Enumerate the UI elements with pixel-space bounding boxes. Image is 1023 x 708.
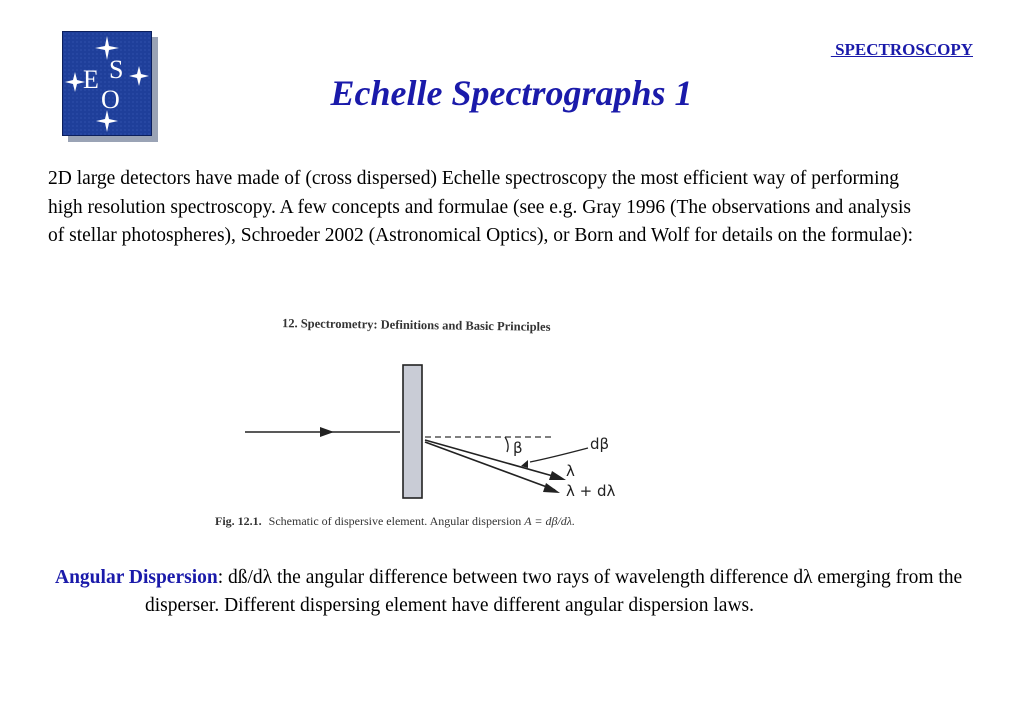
- logo-letter-e: E: [83, 65, 99, 94]
- section-link-spectroscopy[interactable]: SPECTROSCOPY: [830, 40, 973, 59]
- label-lambda: λ: [566, 462, 575, 480]
- beta-arc: [505, 437, 508, 452]
- dbeta-arc: [530, 448, 588, 462]
- ray-lambda: [425, 440, 560, 478]
- dispersing-element: [403, 365, 422, 498]
- intro-paragraph: 2D large detectors have made of (cross dispersed) Echelle spectroscopy the most efficient way of performing high resolution spectroscopy. A few concepts and formulae (see e.g. Gray 1996 (The observations and analysis of stellar photospheres), Schroeder 2002 (Astronomical Optics), or Born and Wolf for details on the formulae):: [48, 168, 914, 246]
- ray-lambda-dlambda: [425, 442, 555, 490]
- dispersion-figure: [210, 310, 670, 540]
- figure-caption: [215, 514, 575, 529]
- page-title: [0, 72, 1023, 114]
- figure-caption-formula: A = dβ/dλ.: [524, 514, 575, 528]
- label-beta: β: [513, 439, 523, 457]
- ray-lambda-dlambda-arrow-icon: [543, 483, 560, 493]
- label-dbeta: dβ: [590, 435, 610, 453]
- figure-caption-text: Schematic of dispersive element. Angular dispersion: [268, 514, 522, 528]
- logo-letter-s: S: [109, 55, 124, 84]
- page-title-text: Echelle Spectrographs 1: [330, 73, 693, 113]
- definition-text: : dß/dλ the angular difference between two rays of wavelength difference dλ emerging from the disperser. Different dispersing element have different angular dispersion laws.: [145, 567, 963, 616]
- definition-paragraph: [55, 564, 985, 620]
- definition-term: Angular Dispersion: [55, 567, 218, 588]
- incoming-arrow-icon: [320, 427, 334, 437]
- label-lambda-dlambda: λ + dλ: [566, 482, 616, 500]
- dispersion-diagram: [210, 310, 670, 540]
- ray-lambda-arrow-icon: [549, 471, 566, 480]
- logo-letter-o: O: [101, 85, 120, 114]
- figure-caption-label: Fig. 12.1.: [215, 514, 262, 528]
- figure-header: 12. Spectrometry: Definitions and Basic Principles: [281, 316, 551, 334]
